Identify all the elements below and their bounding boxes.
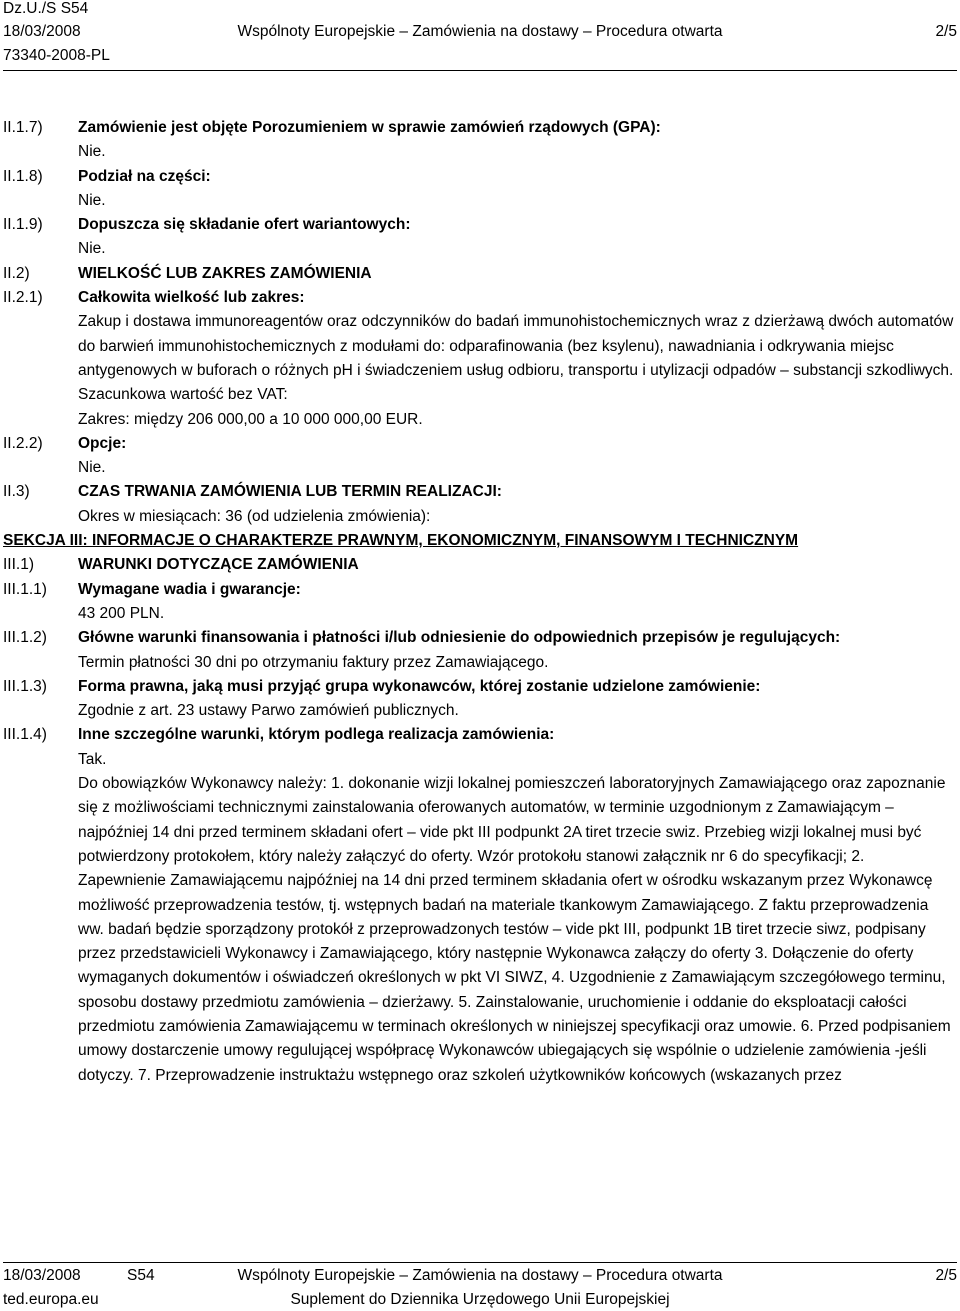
section-ii-1-7 — [0, 116, 960, 165]
header-doc-id-row — [3, 45, 957, 67]
section-text: Nie. — [78, 191, 106, 209]
section-text: 43 200 PLN. — [78, 604, 165, 622]
section-ii-3 — [0, 480, 960, 529]
section-title: WIELKOŚĆ LUB ZAKRES ZAMÓWIENIA — [78, 264, 372, 282]
header-rule — [3, 70, 957, 71]
footer-site: ted.europa.eu — [3, 1291, 99, 1308]
section-text: Szacunkowa wartość bez VAT: — [78, 386, 288, 404]
section-text: Zakres: między 206 000,00 a 10 000 000,00 EUR. — [78, 410, 423, 428]
footer-series: S54 — [127, 1267, 155, 1284]
footer-row-1 — [3, 1265, 957, 1287]
section-title: Forma prawna, jaką musi przyjąć grupa wykonawców, której zostanie udzielone zamówienie: — [78, 677, 761, 695]
header-journal-ref — [3, 0, 957, 20]
section-iii-heading: SEKCJA III: INFORMACJE O CHARAKTERZE PRAWNYM, EKONOMICZNYM, FINANSOWYM I TECHNICZNYM — [3, 532, 799, 550]
footer-date: 18/03/2008 — [3, 1267, 81, 1284]
section-number: II.1.9) — [3, 216, 43, 234]
journal-ref: Dz.U./S S54 — [3, 0, 89, 17]
section-title: Inne szczególne warunki, którym podlega realizacja zamówienia: — [78, 726, 555, 744]
section-iii-1 — [0, 553, 960, 577]
section-text: Termin płatności 30 dni po otrzymaniu faktury przez Zamawiającego. — [78, 653, 549, 671]
section-text: Zgodnie z art. 23 ustawy Parwo zamówień publicznych. — [78, 702, 459, 720]
header-doc-id: 73340-2008-PL — [3, 47, 110, 64]
section-title: CZAS TRWANIA ZAMÓWIENIA LUB TERMIN REALIZACJI: — [78, 483, 502, 501]
section-text: Tak. — [78, 750, 107, 768]
section-iii-1-3 — [0, 675, 960, 724]
section-iii-1-4 — [0, 723, 960, 1087]
header-date: 18/03/2008 — [3, 23, 81, 40]
header-page-number: 2/5 — [935, 23, 957, 40]
footer-row-2 — [3, 1289, 957, 1311]
section-text: Nie. — [78, 240, 106, 258]
section-text: Okres w miesiącach: 36 (od udzielenia zmówienia): — [78, 507, 431, 525]
section-text: Zakup i dostawa immunoreagentów oraz odczynników do badań immunohistochemicznych wraz z dzierżawą dwóch automatów do barwień immunohistochemicznych z modułami do: odparafinowania (bez ksylenu), nawadniania i odkrywania miejsc antygenowych w buforach o różnych pH i świadczeniem usług odbioru, transportu i utylizacji odpadów – substancji szkodliwych. — [78, 313, 954, 379]
section-ii-2-1 — [0, 286, 960, 432]
section-text: Do obowiązków Wykonawcy należy: 1. dokonanie wizji lokalnej pomieszczeń laboratoryjnych Zamawiającego oraz zapoznanie się z możliwościami technicznymi zainstalowania oferowanych automatów, w terminie uzgodnionym z Zamawiającym – najpóźniej 14 dni przed terminem składani ofert – vide pkt III podpunkt 2A tiret trzecie swiz. Przebieg wizji lokalnej musi być potwierdzony protokołem, który należy załączyć do oferty. Wzór protokołu stanowi załącznik nr 6 do specyfikacji; 2. Zapewnienie Zamawiającemu najpóźniej na 14 dni przed terminem składania ofert w ośrodku wskazanym przez Wykonawcę możliwość przeprowadzenia testów, tj. wstępnych badań na materiale tkankowym Zamawiającego. Z faktu przeprowadzenia ww. badań będzie sporządzony protokół z przeprowadzonych testów – vide pkt III, podpunkt 1B tiret trzecie siwz, podpisany przez przedstawicieli Wykonawcy i Zamawiającego, który następnie Wykonawca załączy do oferty 3. Dołączenie do oferty wymaganych dokumentów i oświadczeń określonych w pkt VI SIWZ, 4. Uzgodnienie z Zamawiającym szczegółowego terminu, sposobu dostawy przedmiotu zamówienia – dzierżawy. 5. Zainstalowanie, uruchomienie i oddanie do eksploatacji całości przedmiotu zamówienia Zamawiającemu w terminach określonych w niniejszej specyfikacji oraz umowie. 6. Przed podpisaniem umowy dostarczenie umowy regulującej współpracę Wykonawców ubiegających się wspólnie o udzielenie zamówienia -jeśli dotyczy. 7. Przeprowadzenie instruktażu wstępnego oraz szkoleń użytkowników końcowych (wskazanych przez — [78, 775, 951, 1084]
section-text: Nie. — [78, 459, 106, 477]
section-title: Zamówienie jest objęte Porozumieniem w sprawie zamówień rządowych (GPA): — [78, 119, 661, 136]
section-number: III.1.4) — [3, 726, 47, 744]
section-text: Nie. — [78, 143, 106, 161]
section-ii-1-8 — [0, 165, 960, 214]
section-title: Opcje: — [78, 434, 127, 452]
header-title: Wspólnoty Europejskie – Zamówienia na dostawy – Procedura otwarta — [237, 23, 723, 40]
footer-page-number: 2/5 — [935, 1267, 957, 1284]
section-number: II.3) — [3, 483, 30, 501]
section-number: II.2.2) — [3, 434, 43, 452]
section-title: Podział na części: — [78, 167, 211, 185]
footer-supplement: Suplement do Dziennika Urzędowego Unii Europejskiej — [290, 1291, 670, 1308]
section-iii-1-2 — [0, 626, 960, 675]
header-title-row — [3, 21, 957, 43]
section-number: II.2.1) — [3, 289, 43, 307]
section-title: Główne warunki finansowania i płatności i/lub odniesienie do odpowiednich przepisów je regulujących: — [78, 629, 841, 647]
section-number: III.1.2) — [3, 629, 47, 647]
document-body — [0, 116, 960, 1088]
footer-title: Wspólnoty Europejskie – Zamówienia na dostawy – Procedura otwarta — [237, 1267, 723, 1284]
section-title: WARUNKI DOTYCZĄCE ZAMÓWIENIA — [78, 556, 359, 574]
section-title: Dopuszcza się składanie ofert wariantowych: — [78, 216, 411, 234]
section-number: III.1.3) — [3, 677, 47, 695]
section-title: Całkowita wielkość lub zakres: — [78, 289, 305, 307]
section-ii-2-2 — [0, 432, 960, 481]
section-number: III.1) — [3, 556, 35, 574]
section-title: Wymagane wadia i gwarancje: — [78, 580, 301, 598]
section-number: III.1.1) — [3, 580, 47, 598]
section-number: II.2) — [3, 264, 30, 282]
section-ii-1-9 — [0, 213, 960, 262]
section-number: II.1.7) — [3, 119, 43, 136]
section-ii-2 — [0, 262, 960, 286]
section-iii-1-1 — [0, 578, 960, 627]
footer-rule — [3, 1262, 957, 1263]
section-number: II.1.8) — [3, 167, 43, 185]
